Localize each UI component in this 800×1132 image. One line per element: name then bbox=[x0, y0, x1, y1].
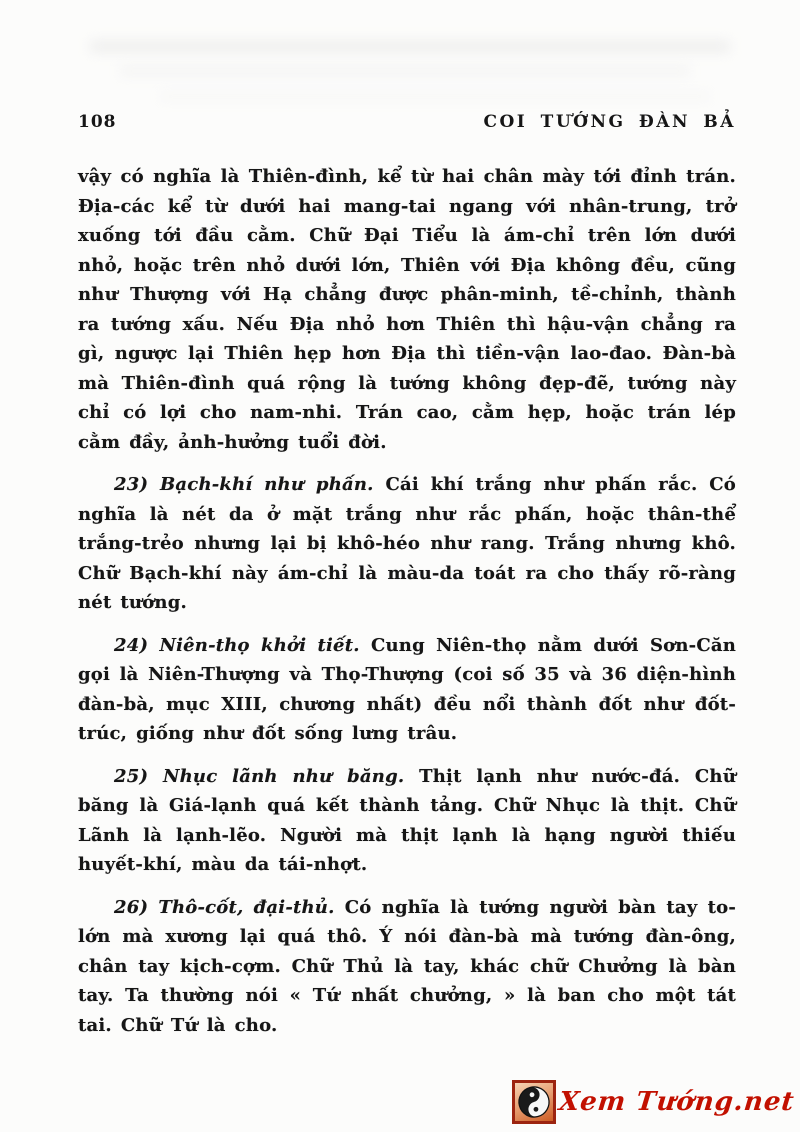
section-title: Bạch-khí như phấn. bbox=[160, 474, 374, 495]
body-text bbox=[78, 162, 736, 1040]
page-header bbox=[78, 112, 736, 132]
section-number: 24) bbox=[114, 634, 149, 656]
section-paragraph-23 bbox=[78, 470, 736, 618]
page-number: 108 bbox=[78, 112, 117, 132]
section-title: Niên-thọ khởi tiết. bbox=[159, 634, 360, 656]
intro-paragraph: vậy có nghĩa là Thiên-đình, kể từ hai chân mày tới đỉnh trán. Địa-các kể từ dưới hai mang-tai ngang với nhân-trung, trở xuống tới đầu cằm. Chữ Đại Tiểu là ám-chỉ trên lớn dưới nhỏ, hoặc trên nhỏ dưới lớn, Thiên với Địa không đều, cũng như Thượng với Hạ chẳng được phân-minh, tề-chỉnh, thành ra tướng xấu. Nếu Địa nhỏ hơn Thiên thì hậu-vận chẳng ra gì, ngược lại Thiên hẹp hơn Địa thì tiền-vận lao-đao. Đàn-bà mà Thiên-đình quá rộng là tướng không đẹp-đẽ, tướng này chỉ có lợi cho nam-nhi. Trán cao, cằm hẹp, hoặc trán lép cằm đầy, ảnh-hưởng tuổi đời. bbox=[78, 166, 736, 453]
page-bleed-through bbox=[90, 40, 730, 53]
watermark-label: Xem Tướng.net bbox=[556, 1087, 796, 1117]
section-title: Nhục lãnh như băng. bbox=[162, 765, 405, 787]
section-body: Cái khí trắng như phấn rắc. Có nghĩa là nét da ở mặt trắng như rắc phấn, hoặc thân-thể trắng-trẻo nhưng lại bị khô-héo như rang. Trắng nhưng khô. Chữ Bạch-khí này ám-chỉ là màu-da toát ra cho thấy rõ-ràng nét tướng. bbox=[78, 474, 737, 613]
yin-yang-icon bbox=[512, 1080, 556, 1124]
section-paragraph-26 bbox=[78, 893, 736, 1041]
section-body: Cung Niên-thọ nằm dưới Sơn-Căn gọi là Niên-Thượng và Thọ-Thượng (coi số 35 và 36 diện-hình đàn-bà, mục XIII, chương nhất) đều nổi thành đốt như đốt-trúc, giống như đốt sống lưng trâu. bbox=[78, 634, 737, 744]
section-number: 25) bbox=[114, 765, 149, 787]
section-number: 26) bbox=[114, 896, 149, 918]
page-bleed-through bbox=[160, 92, 710, 101]
section-body: Có nghĩa là tướng người bàn tay to-lớn mà xương lại quá thô. Ý nói đàn-bà mà tướng đàn-ông, chân tay kịch-cợm. Chữ Thủ là tay, khác chữ Chưởng là bàn tay. Ta thường nói « Tứ nhất chưởng, » là ban cho một tát tai. Chữ Tứ là cho. bbox=[78, 896, 736, 1036]
running-title: COI TƯỚNG ĐÀN BẢ bbox=[483, 112, 736, 132]
section-body: Thịt lạnh như nước-đá. Chữ băng là Giá-lạnh quá kết thành tảng. Chữ Nhục là thịt. Chữ Lãnh là lạnh-lẽo. Người mà thịt lạnh là hạng người thiếu huyết-khí, màu da tái-nhợt. bbox=[78, 765, 736, 875]
page-bleed-through bbox=[120, 66, 690, 76]
section-number: 23) bbox=[114, 474, 149, 495]
section-title: Thô-cốt, đại-thủ. bbox=[158, 896, 335, 918]
section-paragraph-25 bbox=[78, 762, 736, 880]
watermark bbox=[512, 1080, 794, 1124]
section-paragraph-24 bbox=[78, 631, 736, 749]
